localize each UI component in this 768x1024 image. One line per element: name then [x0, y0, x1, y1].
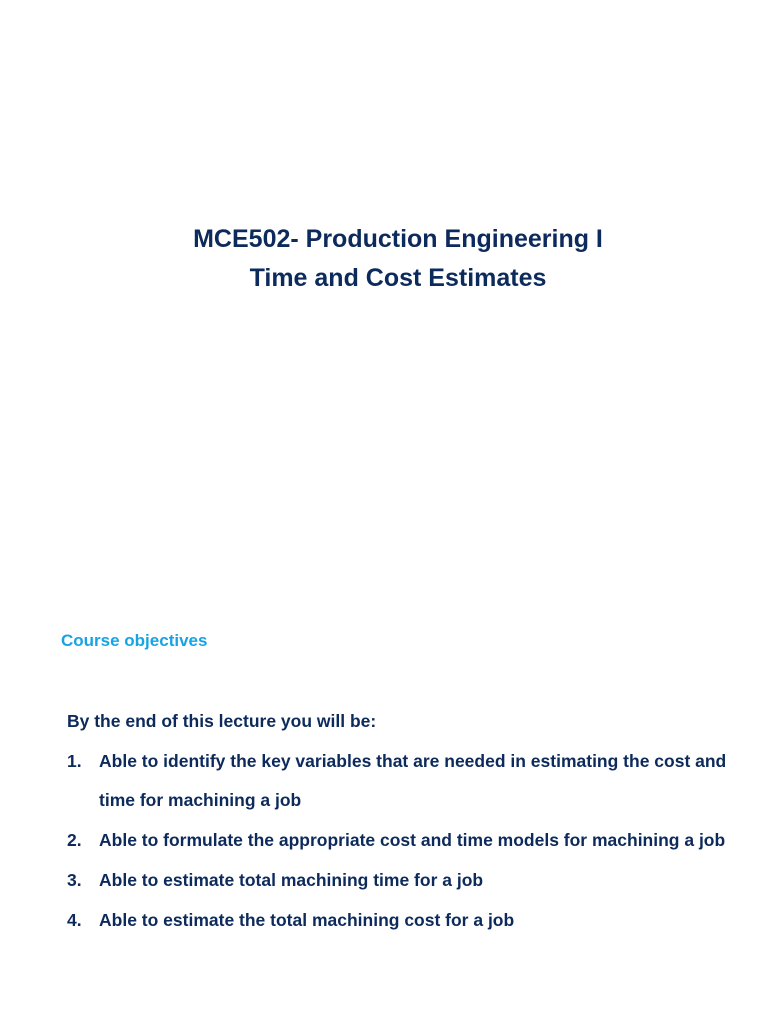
- objective-text: Able to estimate the total machining cost for a job: [99, 909, 515, 930]
- objective-number: 4.: [67, 909, 82, 930]
- objective-item: [67, 861, 727, 901]
- objective-number: 3.: [67, 869, 82, 890]
- page-title: [0, 220, 768, 298]
- objectives-list: [67, 742, 727, 941]
- objective-number: 1.: [67, 750, 82, 771]
- objective-text: Able to identify the key variables that are needed in estimating the cost and time for machining a job: [99, 750, 727, 811]
- objective-text: Able to estimate total machining time for a job: [99, 869, 484, 890]
- objective-item: [67, 901, 727, 941]
- objective-item: [67, 821, 727, 861]
- objective-number: 2.: [67, 830, 82, 851]
- objective-item: [67, 742, 727, 821]
- objectives-intro: By the end of this lecture you will be:: [67, 711, 377, 731]
- title-line-topic: Time and Cost Estimates: [249, 264, 547, 292]
- course-objectives-heading: Course objectives: [61, 631, 208, 650]
- objective-text: Able to formulate the appropriate cost and time models for machining a job: [99, 830, 726, 851]
- title-line-course: MCE502- Production Engineering I: [193, 225, 603, 253]
- objectives-section: [67, 702, 727, 940]
